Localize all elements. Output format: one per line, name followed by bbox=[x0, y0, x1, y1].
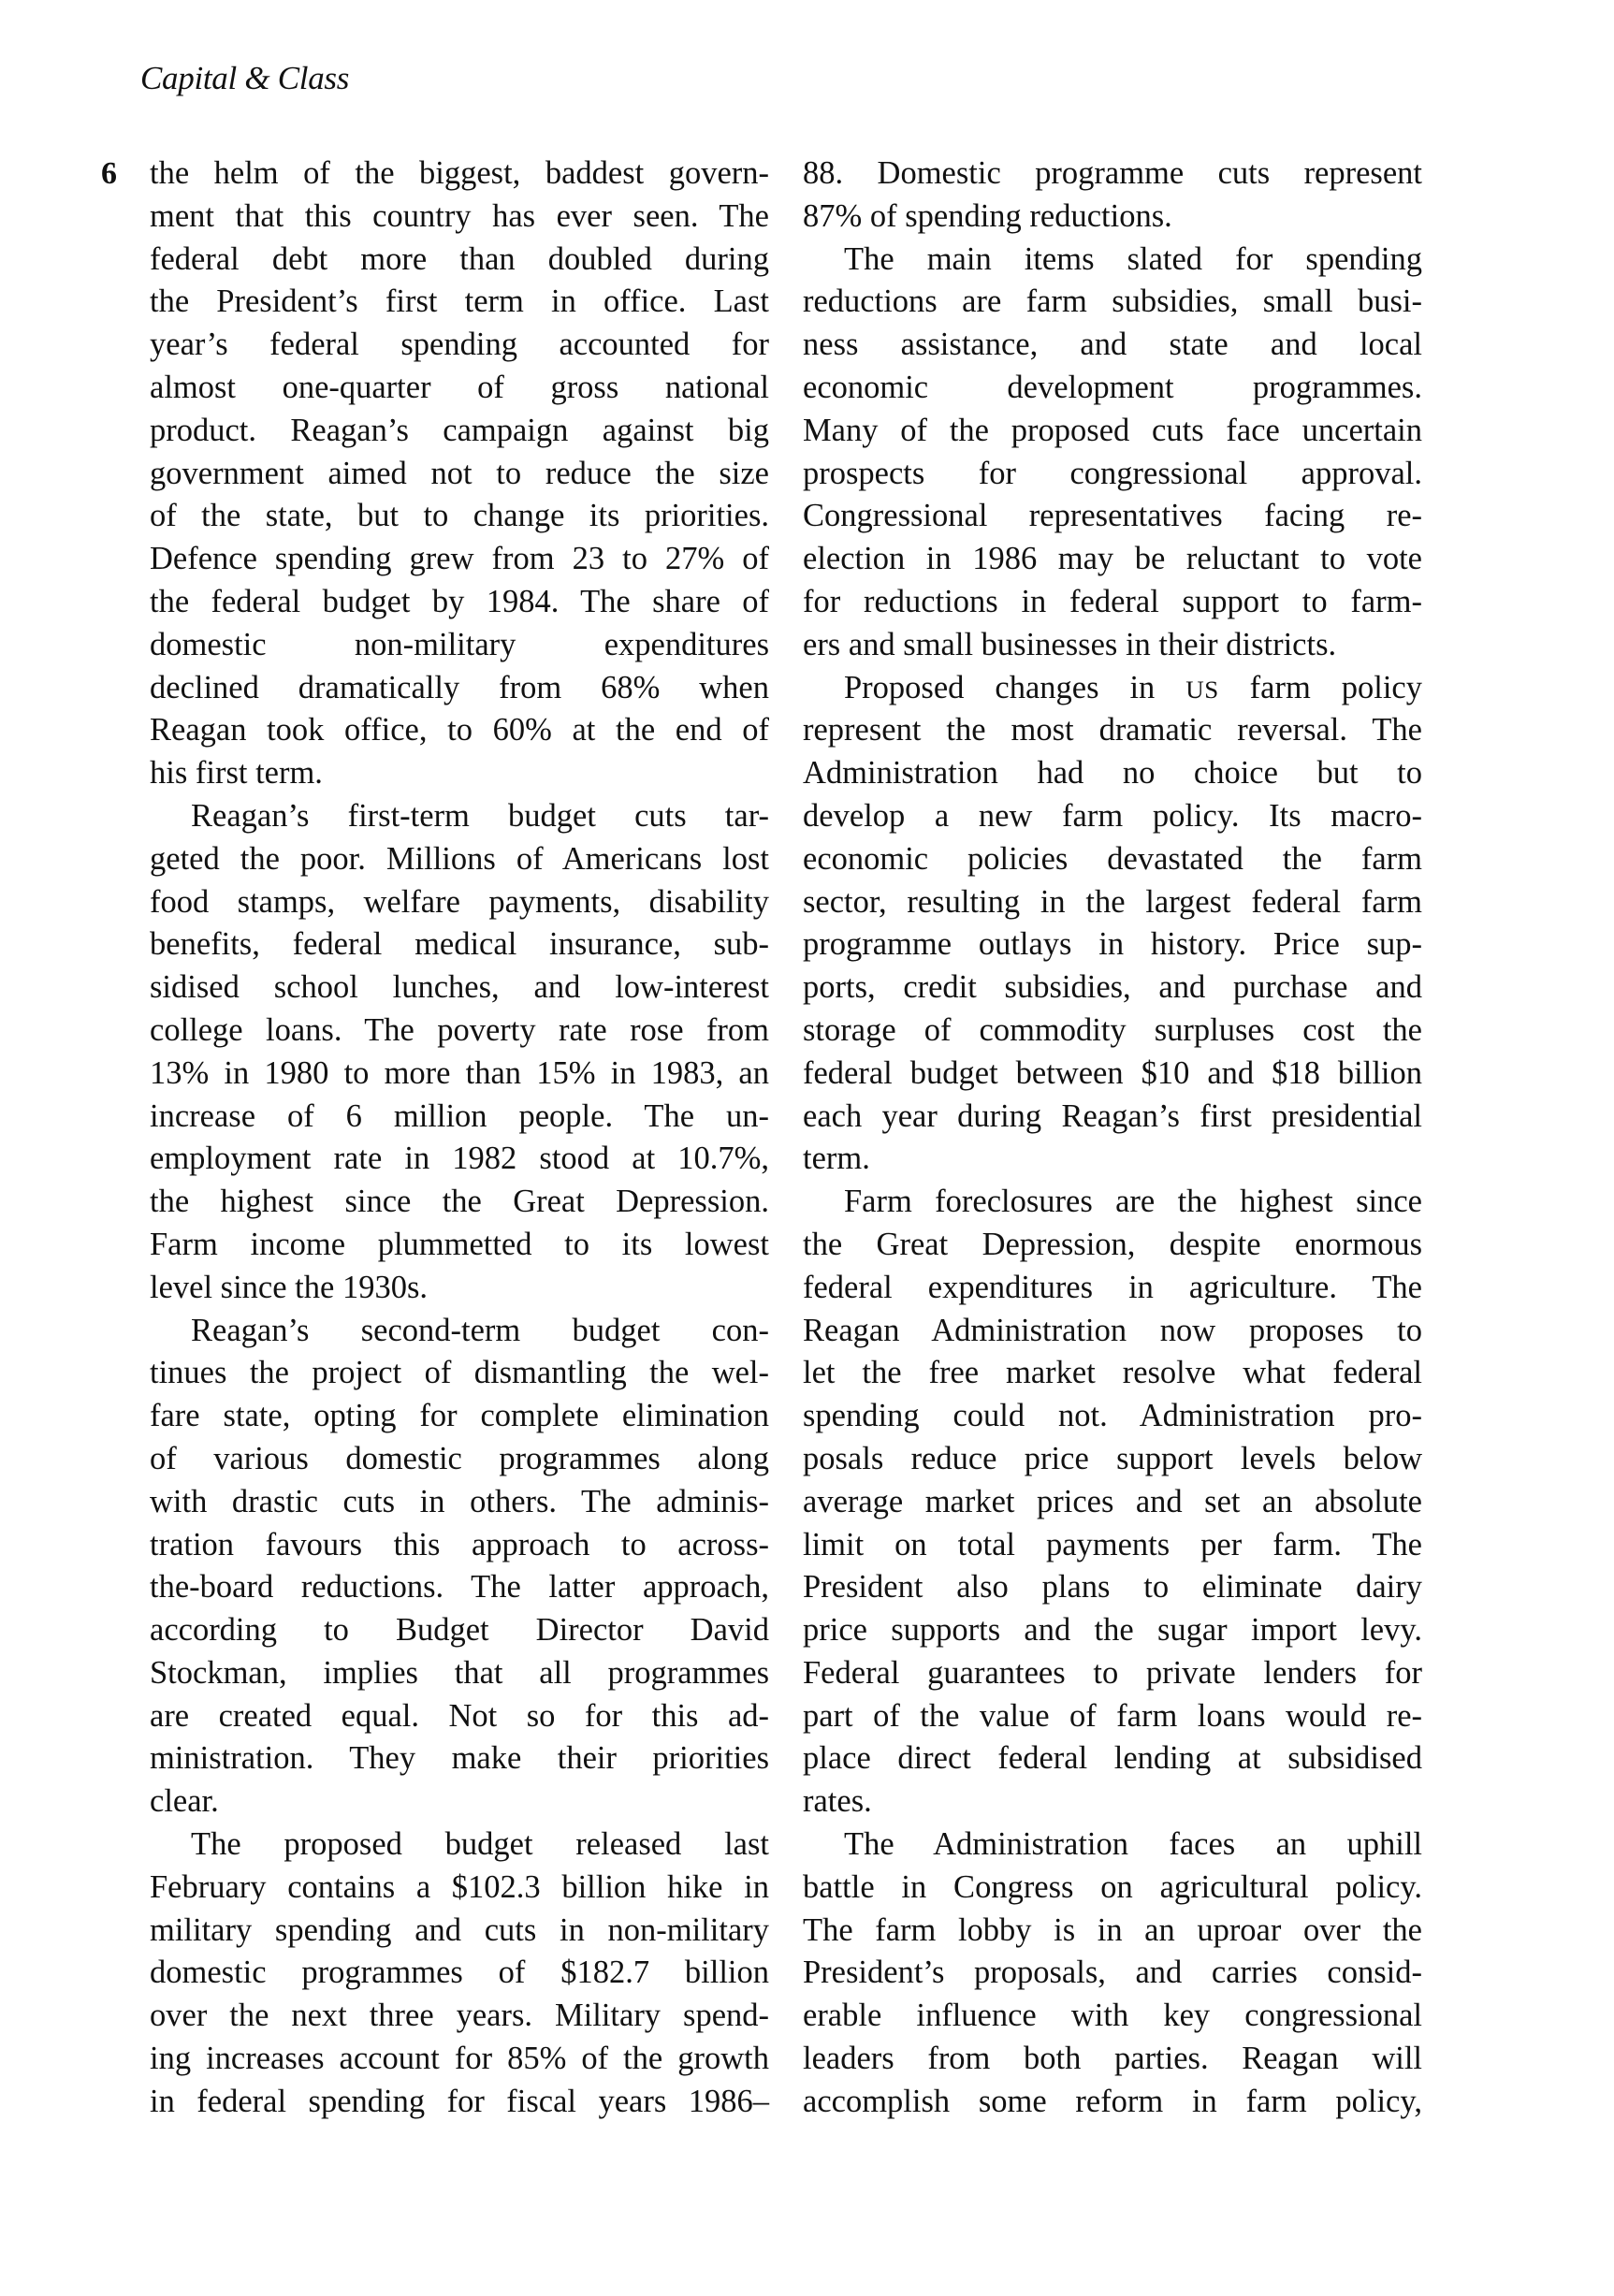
text-line: Stockman, implies that all programmes bbox=[150, 1654, 769, 1691]
text-line: the President’s first term in office. Last bbox=[150, 283, 769, 320]
text-line: tration favours this approach to across- bbox=[150, 1526, 769, 1562]
text-line: Reagan’s second-term budget con- bbox=[191, 1312, 769, 1348]
text-line: each year during Reagan’s first presidential bbox=[803, 1097, 1422, 1134]
text-line: ers and small businesses in their districts. bbox=[803, 626, 1337, 662]
text-line: of the state, but to change its priorities. bbox=[150, 498, 769, 534]
text-line: the highest since the Great Depression. bbox=[150, 1184, 769, 1220]
text-line: benefits, federal medical insurance, sub- bbox=[150, 926, 769, 963]
text-line: let the free market resolve what federal bbox=[803, 1355, 1422, 1391]
text-line: posals reduce price support levels below bbox=[803, 1440, 1422, 1476]
text-line: battle in Congress on agricultural policy. bbox=[803, 1868, 1422, 1905]
text-line: Farm income plummetted to its lowest bbox=[150, 1226, 769, 1262]
text-line: economic development programmes. bbox=[803, 369, 1422, 405]
text-line: employment rate in 1982 stood at 10.7%, bbox=[150, 1141, 769, 1177]
small-caps-abbreviation: US bbox=[1185, 675, 1219, 704]
text-line: rates. bbox=[803, 1783, 872, 1820]
text-line: geted the poor. Millions of Americans lost bbox=[150, 840, 769, 877]
text-line: Administration had no choice but to bbox=[803, 755, 1422, 792]
text-line: February contains a $102.3 billion hike in bbox=[150, 1868, 769, 1905]
text-column-right bbox=[803, 153, 1422, 2124]
text-line: Reagan’s first-term budget cuts tar- bbox=[191, 797, 769, 834]
text-line: food stamps, welfare payments, disability bbox=[150, 883, 769, 920]
text-line: ment that this country has ever seen. The bbox=[150, 197, 769, 234]
text-line: with drastic cuts in others. The adminis- bbox=[150, 1483, 769, 1519]
text-line: in federal spending for fiscal years 1986– bbox=[150, 2083, 769, 2119]
text-line: economic policies devastated the farm bbox=[803, 840, 1422, 877]
text-line: government aimed not to reduce the size bbox=[150, 455, 769, 491]
text-line: accomplish some reform in farm policy, bbox=[803, 2083, 1422, 2119]
text-line: Proposed changes in US farm policy bbox=[844, 669, 1422, 705]
text-line: product. Reagan’s campaign against big bbox=[150, 412, 769, 448]
text-line: place direct federal lending at subsidised bbox=[803, 1740, 1422, 1777]
text-line: domestic non-military expenditures bbox=[150, 626, 769, 662]
text-line: 87% of spending reductions. bbox=[803, 197, 1172, 234]
text-line: Reagan Administration now proposes to bbox=[803, 1312, 1422, 1348]
text-line: are created equal. Not so for this ad- bbox=[150, 1697, 769, 1734]
text-line: the helm of the biggest, baddest govern- bbox=[150, 155, 769, 191]
text-line: programme outlays in history. Price sup- bbox=[803, 926, 1422, 963]
text-line: almost one-quarter of gross national bbox=[150, 369, 769, 405]
text-line: according to Budget Director David bbox=[150, 1612, 769, 1649]
text-line: tinues the project of dismantling the wel- bbox=[150, 1355, 769, 1391]
text-line: price supports and the sugar import levy. bbox=[803, 1612, 1422, 1649]
text-line: storage of commodity surpluses cost the bbox=[803, 1011, 1422, 1048]
text-line: clear. bbox=[150, 1783, 219, 1820]
text-line: 13% in 1980 to more than 15% in 1983, an bbox=[150, 1054, 769, 1091]
text-line: the federal budget by 1984. The share of bbox=[150, 583, 769, 619]
text-line: Defence spending grew from 23 to 27% of bbox=[150, 541, 769, 577]
text-line: federal debt more than doubled during bbox=[150, 240, 769, 277]
text-line: Farm foreclosures are the highest since bbox=[844, 1184, 1422, 1220]
text-column-left bbox=[150, 153, 769, 2124]
page-number: 6 bbox=[101, 156, 117, 191]
text-line: erable influence with key congressional bbox=[803, 1998, 1422, 2034]
text-line: Congressional representatives facing re- bbox=[803, 498, 1422, 534]
text-line: level since the 1930s. bbox=[150, 1269, 429, 1305]
text-line: The farm lobby is in an uproar over the bbox=[803, 1911, 1422, 1948]
text-line: part of the value of farm loans would re- bbox=[803, 1697, 1422, 1734]
text-line: develop a new farm policy. Its macro- bbox=[803, 797, 1422, 834]
text-line: election in 1986 may be reluctant to vote bbox=[803, 541, 1422, 577]
text-line: ports, credit subsidies, and purchase and bbox=[803, 969, 1422, 1006]
text-line: Federal guarantees to private lenders for bbox=[803, 1654, 1422, 1691]
text-line: spending could not. Administration pro- bbox=[803, 1398, 1422, 1434]
text-line: term. bbox=[803, 1141, 870, 1177]
running-head-journal-title: Capital & Class bbox=[140, 60, 350, 96]
text-line: ministration. They make their priorities bbox=[150, 1740, 769, 1777]
text-line: The proposed budget released last bbox=[191, 1826, 769, 1863]
text-line: for reductions in federal support to farm- bbox=[803, 583, 1422, 619]
text-line: federal budget between $10 and $18 billion bbox=[803, 1054, 1422, 1091]
text-line: President also plans to eliminate dairy bbox=[803, 1569, 1422, 1606]
text-line: sidised school lunches, and low-interest bbox=[150, 969, 769, 1006]
text-line: limit on total payments per farm. The bbox=[803, 1526, 1422, 1562]
text-line: over the next three years. Military spend- bbox=[150, 1998, 769, 2034]
text-line: President’s proposals, and carries consid- bbox=[803, 1955, 1422, 1991]
text-line: reductions are farm subsidies, small busi- bbox=[803, 283, 1422, 320]
text-line: increase of 6 million people. The un- bbox=[150, 1097, 769, 1134]
text-line: of various domestic programmes along bbox=[150, 1440, 769, 1476]
text-line: college loans. The poverty rate rose from bbox=[150, 1011, 769, 1048]
text-line: represent the most dramatic reversal. The bbox=[803, 712, 1422, 748]
text-line: Many of the proposed cuts face uncertain bbox=[803, 412, 1422, 448]
text-line: The main items slated for spending bbox=[844, 240, 1422, 277]
text-line: declined dramatically from 68% when bbox=[150, 669, 769, 705]
text-line: ing increases account for 85% of the growth bbox=[150, 2041, 769, 2077]
text-line: federal expenditures in agriculture. The bbox=[803, 1269, 1422, 1305]
text-line: his first term. bbox=[150, 755, 323, 792]
text-line: sector, resulting in the largest federal farm bbox=[803, 883, 1422, 920]
text-line: military spending and cuts in non-military bbox=[150, 1911, 769, 1948]
text-line: domestic programmes of $182.7 billion bbox=[150, 1955, 769, 1991]
text-line: ness assistance, and state and local bbox=[803, 327, 1422, 363]
text-line: leaders from both parties. Reagan will bbox=[803, 2041, 1422, 2077]
text-line: prospects for congressional approval. bbox=[803, 455, 1422, 491]
text-line: the Great Depression, despite enormous bbox=[803, 1226, 1422, 1262]
text-line: average market prices and set an absolute bbox=[803, 1483, 1422, 1519]
text-line: The Administration faces an uphill bbox=[844, 1826, 1422, 1863]
text-line: 88. Domestic programme cuts represent bbox=[803, 155, 1422, 191]
text-line: fare state, opting for complete elimination bbox=[150, 1398, 769, 1434]
text-line: the-board reductions. The latter approach, bbox=[150, 1569, 769, 1606]
text-line: Reagan took office, to 60% at the end of bbox=[150, 712, 769, 748]
text-line: year’s federal spending accounted for bbox=[150, 327, 769, 363]
